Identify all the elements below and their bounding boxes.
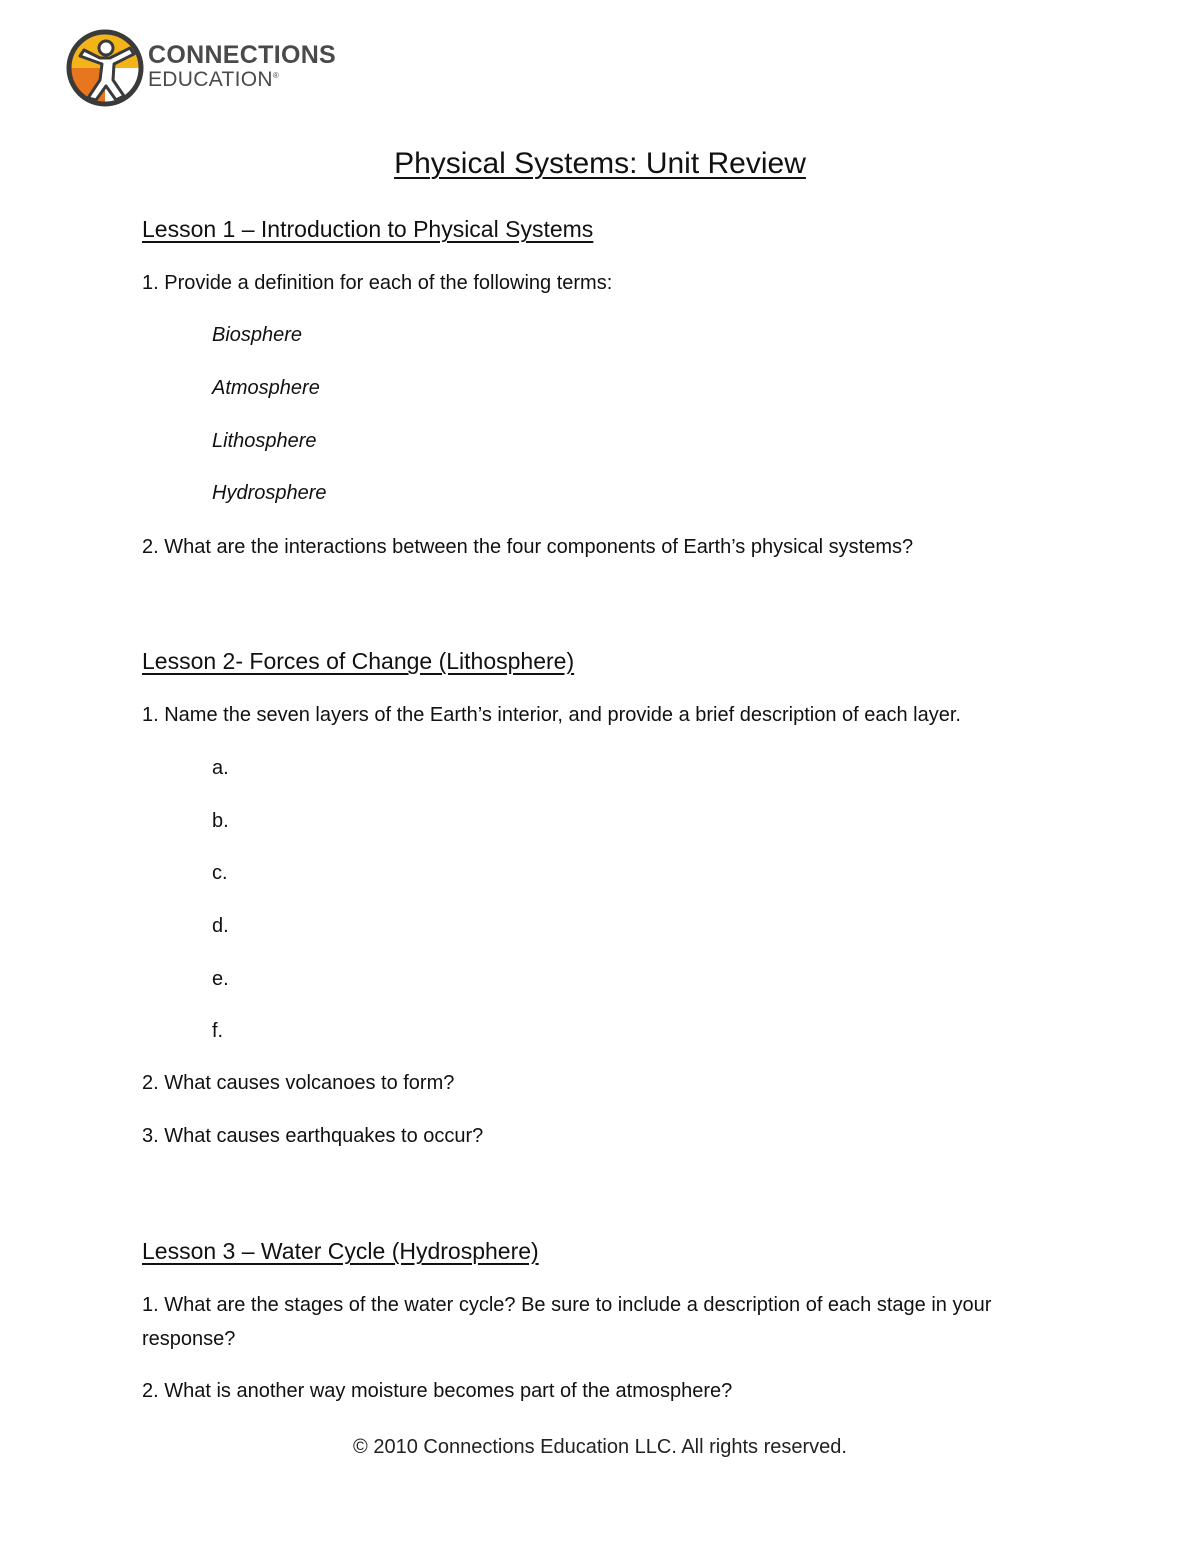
term-lithosphere: Lithosphere — [212, 430, 317, 452]
layer-item-d: d. — [212, 915, 229, 937]
registered-mark: ® — [272, 71, 280, 80]
lesson2-question1: 1. Name the seven layers of the Earth’s interior, and provide a brief description of each layer. — [142, 704, 961, 726]
connections-education-logo — [66, 28, 356, 108]
lesson2-heading: Lesson 2- Forces of Change (Lithosphere) — [142, 648, 575, 674]
page-title: Physical Systems: Unit Review — [394, 147, 806, 180]
term-hydrosphere: Hydrosphere — [212, 482, 327, 504]
logo-emblem-icon — [66, 28, 146, 108]
lesson3-question2: 2. What is another way moisture becomes part of the atmosphere? — [142, 1380, 733, 1402]
layer-item-b: b. — [212, 810, 229, 832]
term-atmosphere: Atmosphere — [212, 377, 320, 399]
logo-line1: CONNECTIONS — [148, 41, 337, 69]
layer-item-a: a. — [212, 757, 229, 779]
copyright-footer: © 2010 Connections Education LLC. All rights reserved. — [353, 1436, 847, 1458]
lesson2-question3: 3. What causes earthquakes to occur? — [142, 1125, 484, 1147]
lesson3-question1-line1: 1. What are the stages of the water cycle? Be sure to include a description of each stage in your — [142, 1294, 992, 1316]
lesson1-question1: 1. Provide a definition for each of the following terms: — [142, 272, 613, 294]
lesson2-question2: 2. What causes volcanoes to form? — [142, 1072, 455, 1094]
lesson3-heading: Lesson 3 – Water Cycle (Hydrosphere) — [142, 1238, 539, 1264]
lesson1-heading: Lesson 1 – Introduction to Physical Systems — [142, 216, 594, 242]
layer-item-c: c. — [212, 862, 228, 884]
lesson3-question1-line2: response? — [142, 1328, 236, 1350]
logo-line2: EDUCATION® — [148, 68, 280, 91]
lesson1-question2: 2. What are the interactions between the four components of Earth’s physical systems? — [142, 536, 914, 558]
term-biosphere: Biosphere — [212, 324, 303, 346]
layer-item-e: e. — [212, 968, 229, 990]
layer-item-f: f. — [212, 1020, 224, 1042]
